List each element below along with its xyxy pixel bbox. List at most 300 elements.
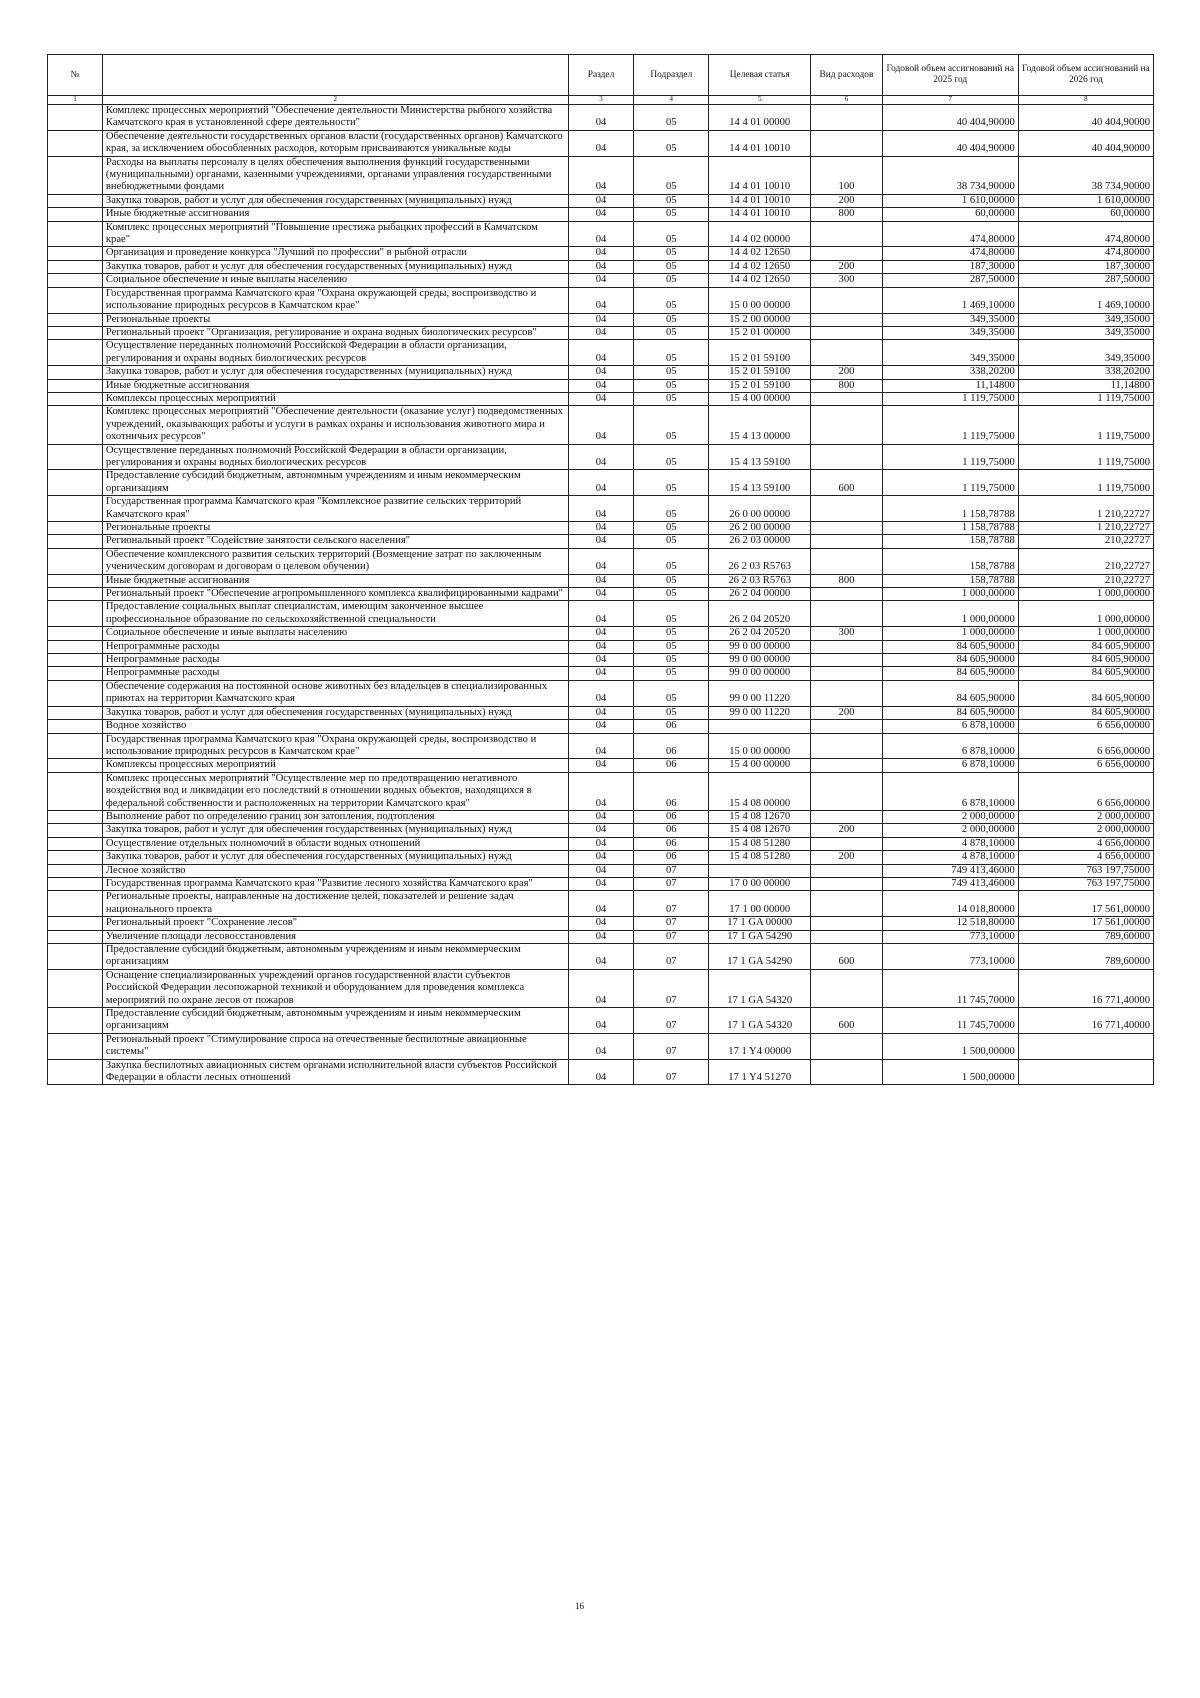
row-amount-2025: 1 119,75000 (882, 392, 1018, 405)
row-amount-2025: 1 500,00000 (882, 1059, 1018, 1085)
row-target-article: 17 0 00 00000 (709, 877, 811, 890)
row-amount-2025: 1 000,00000 (882, 588, 1018, 601)
row-number (48, 260, 103, 273)
row-amount-2025: 749 413,46000 (882, 877, 1018, 890)
budget-table (47, 54, 1154, 1085)
row-amount-2026: 287,50000 (1018, 274, 1153, 287)
row-number (48, 496, 103, 522)
row-section: 04 (568, 208, 634, 221)
column-number: 4 (634, 96, 709, 105)
row-amount-2026: 789,60000 (1018, 944, 1153, 970)
row-expense-type (811, 247, 882, 260)
row-section: 04 (568, 759, 634, 772)
row-subsection: 07 (634, 1033, 709, 1059)
row-section: 04 (568, 340, 634, 366)
row-amount-2025: 1 119,75000 (882, 470, 1018, 496)
row-amount-2025: 749 413,46000 (882, 864, 1018, 877)
table-row (48, 340, 1154, 366)
row-name: Иные бюджетные ассигнования (102, 208, 568, 221)
row-amount-2026: 17 561,00000 (1018, 891, 1153, 917)
table-row (48, 810, 1154, 823)
row-amount-2025: 773,10000 (882, 944, 1018, 970)
row-amount-2026: 1 000,00000 (1018, 588, 1153, 601)
row-amount-2025: 84 605,90000 (882, 640, 1018, 653)
row-target-article: 17 1 GA 54320 (709, 1008, 811, 1034)
row-amount-2025: 12 518,80000 (882, 917, 1018, 930)
row-subsection: 05 (634, 392, 709, 405)
row-expense-type (811, 535, 882, 548)
row-amount-2025: 349,35000 (882, 313, 1018, 326)
row-expense-type (811, 810, 882, 823)
row-target-article: 15 4 13 59100 (709, 444, 811, 470)
row-amount-2025: 4 878,10000 (882, 851, 1018, 864)
row-name: Осуществление переданных полномочий Российской Федерации в области организации, регулирования и охраны водных биологических ресурсов (102, 340, 568, 366)
row-name: Региональный проект "Сохранение лесов" (102, 917, 568, 930)
row-section: 04 (568, 877, 634, 890)
row-name: Комплекс процессных мероприятий "Осуществление мер по предотвращению негативного воздействия вод и ликвидации его последствий в отношении водных объектов, находящихся в федеральной собственности и расположенных на территории Камчатского края" (102, 772, 568, 810)
row-name: Обеспечение деятельности государственных органов власти (государственных органов) Камчатского края, за исключением обособленных расходов, которым присваиваются уникальные коды (102, 130, 568, 156)
row-name: Закупка товаров, работ и услуг для обеспечения государственных (муниципальных) нужд (102, 366, 568, 379)
row-amount-2025: 6 878,10000 (882, 772, 1018, 810)
row-number (48, 366, 103, 379)
row-amount-2026: 187,30000 (1018, 260, 1153, 273)
row-name: Закупка товаров, работ и услуг для обеспечения государственных (муниципальных) нужд (102, 194, 568, 207)
row-amount-2025: 1 158,78788 (882, 522, 1018, 535)
row-target-article: 14 4 02 12650 (709, 260, 811, 273)
row-section: 04 (568, 274, 634, 287)
row-number (48, 470, 103, 496)
row-expense-type (811, 837, 882, 850)
row-number (48, 574, 103, 587)
table-row (48, 548, 1154, 574)
row-expense-type (811, 444, 882, 470)
row-number (48, 667, 103, 680)
table-row (48, 917, 1154, 930)
table-row (48, 522, 1154, 535)
row-section: 04 (568, 824, 634, 837)
row-name: Комплекс процессных мероприятий "Повышение престижа рыбацких профессий в Камчатском крае" (102, 221, 568, 247)
row-name: Непрограммные расходы (102, 640, 568, 653)
row-target-article: 14 4 01 00000 (709, 105, 811, 131)
row-amount-2025: 474,80000 (882, 221, 1018, 247)
row-amount-2025: 40 404,90000 (882, 105, 1018, 131)
row-expense-type (811, 548, 882, 574)
row-section: 04 (568, 548, 634, 574)
table-row (48, 930, 1154, 943)
row-name: Комплексы процессных мероприятий (102, 392, 568, 405)
row-amount-2026: 210,22727 (1018, 548, 1153, 574)
row-subsection: 06 (634, 733, 709, 759)
row-target-article: 26 0 00 00000 (709, 496, 811, 522)
row-target-article: 26 2 04 20520 (709, 601, 811, 627)
row-subsection: 05 (634, 444, 709, 470)
row-section: 04 (568, 588, 634, 601)
table-row (48, 733, 1154, 759)
row-subsection: 07 (634, 891, 709, 917)
row-amount-2025: 84 605,90000 (882, 706, 1018, 719)
row-amount-2025: 6 878,10000 (882, 720, 1018, 733)
row-section: 04 (568, 522, 634, 535)
row-amount-2026: 210,22727 (1018, 574, 1153, 587)
row-amount-2026: 338,20200 (1018, 366, 1153, 379)
row-target-article: 14 4 01 10010 (709, 194, 811, 207)
row-amount-2026: 1 610,00000 (1018, 194, 1153, 207)
row-amount-2025: 60,00000 (882, 208, 1018, 221)
row-number (48, 680, 103, 706)
row-name: Закупка беспилотных авиационных систем органами исполнительной власти субъектов Российской Федерации в области лесных отношений (102, 1059, 568, 1085)
row-subsection: 05 (634, 194, 709, 207)
row-section: 04 (568, 105, 634, 131)
row-amount-2025: 38 734,90000 (882, 156, 1018, 194)
row-section: 04 (568, 574, 634, 587)
row-amount-2026: 6 656,00000 (1018, 733, 1153, 759)
row-amount-2026: 40 404,90000 (1018, 105, 1153, 131)
row-section: 04 (568, 326, 634, 339)
row-target-article: 99 0 00 00000 (709, 640, 811, 653)
row-amount-2025: 338,20200 (882, 366, 1018, 379)
row-name: Обеспечение комплексного развития сельских территорий (Возмещение затрат по заключенным ученическим договорам и договорам о целевом обучении) (102, 548, 568, 574)
table-header-row (48, 55, 1154, 96)
table-row (48, 1059, 1154, 1085)
row-amount-2025: 2 000,00000 (882, 810, 1018, 823)
row-amount-2026: 6 656,00000 (1018, 720, 1153, 733)
row-expense-type (811, 877, 882, 890)
row-amount-2026: 1 000,00000 (1018, 601, 1153, 627)
row-subsection: 05 (634, 130, 709, 156)
row-target-article: 26 2 00 00000 (709, 522, 811, 535)
row-expense-type (811, 864, 882, 877)
row-section: 04 (568, 733, 634, 759)
row-target-article: 99 0 00 11220 (709, 680, 811, 706)
row-name: Региональные проекты (102, 522, 568, 535)
row-number (48, 824, 103, 837)
row-name: Социальное обеспечение и иные выплаты населению (102, 627, 568, 640)
table-row (48, 877, 1154, 890)
row-amount-2026: 17 561,00000 (1018, 917, 1153, 930)
row-section: 04 (568, 601, 634, 627)
table-row (48, 130, 1154, 156)
header-expense-type: Вид расходов (811, 55, 882, 96)
row-target-article: 15 0 00 00000 (709, 733, 811, 759)
row-name: Предоставление субсидий бюджетным, автономным учреждениям и иным некоммерческим организациям (102, 944, 568, 970)
table-row (48, 496, 1154, 522)
row-target-article: 15 4 13 59100 (709, 470, 811, 496)
row-amount-2026: 1 119,75000 (1018, 392, 1153, 405)
row-subsection: 07 (634, 944, 709, 970)
row-amount-2025: 84 605,90000 (882, 667, 1018, 680)
row-target-article: 15 2 01 59100 (709, 366, 811, 379)
row-target-article: 99 0 00 00000 (709, 667, 811, 680)
row-number (48, 105, 103, 131)
row-amount-2025: 11 745,70000 (882, 969, 1018, 1007)
row-number (48, 313, 103, 326)
row-amount-2025: 158,78788 (882, 574, 1018, 587)
row-subsection: 05 (634, 326, 709, 339)
row-name: Региональные проекты (102, 313, 568, 326)
row-subsection: 06 (634, 772, 709, 810)
table-row (48, 772, 1154, 810)
row-amount-2026: 763 197,75000 (1018, 877, 1153, 890)
table-row (48, 654, 1154, 667)
row-amount-2026: 16 771,40000 (1018, 1008, 1153, 1034)
row-target-article: 15 0 00 00000 (709, 287, 811, 313)
row-subsection: 05 (634, 221, 709, 247)
row-section: 04 (568, 667, 634, 680)
row-amount-2025: 187,30000 (882, 260, 1018, 273)
row-amount-2025: 84 605,90000 (882, 654, 1018, 667)
row-amount-2026: 1 469,10000 (1018, 287, 1153, 313)
row-amount-2026: 210,22727 (1018, 535, 1153, 548)
row-expense-type: 200 (811, 851, 882, 864)
column-number: 3 (568, 96, 634, 105)
row-expense-type (811, 930, 882, 943)
row-name: Осуществление переданных полномочий Российской Федерации в области организации, регулирования и охраны водных биологических ресурсов (102, 444, 568, 470)
row-section: 04 (568, 944, 634, 970)
header-number: № (48, 55, 103, 96)
table-row (48, 221, 1154, 247)
row-section: 04 (568, 810, 634, 823)
row-subsection: 05 (634, 156, 709, 194)
row-target-article: 17 1 GA 54320 (709, 969, 811, 1007)
row-amount-2025: 2 000,00000 (882, 824, 1018, 837)
table-row (48, 287, 1154, 313)
table-row (48, 864, 1154, 877)
row-expense-type (811, 759, 882, 772)
row-amount-2025: 1 158,78788 (882, 496, 1018, 522)
column-number: 5 (709, 96, 811, 105)
row-subsection: 06 (634, 759, 709, 772)
row-subsection: 05 (634, 640, 709, 653)
table-row (48, 535, 1154, 548)
table-row (48, 601, 1154, 627)
row-section: 04 (568, 864, 634, 877)
row-expense-type (811, 522, 882, 535)
table-row (48, 208, 1154, 221)
row-expense-type: 200 (811, 366, 882, 379)
row-expense-type (811, 588, 882, 601)
table-row (48, 105, 1154, 131)
column-number: 1 (48, 96, 103, 105)
row-name: Расходы на выплаты персоналу в целях обеспечения выполнения функций государственными (муниципальными) органами, казенными учреждениями, органами управления государственными внебюджетными фондами (102, 156, 568, 194)
row-number (48, 1008, 103, 1034)
row-target-article: 15 2 01 59100 (709, 340, 811, 366)
row-name: Предоставление субсидий бюджетным, автономным учреждениям и иным некоммерческим организациям (102, 470, 568, 496)
row-target-article: 14 4 01 10010 (709, 130, 811, 156)
row-section: 04 (568, 640, 634, 653)
row-target-article: 15 4 13 00000 (709, 406, 811, 444)
row-amount-2025: 349,35000 (882, 326, 1018, 339)
row-number (48, 535, 103, 548)
row-subsection: 07 (634, 930, 709, 943)
row-subsection: 05 (634, 496, 709, 522)
row-subsection: 05 (634, 406, 709, 444)
row-amount-2026: 1 119,75000 (1018, 406, 1153, 444)
row-name: Социальное обеспечение и иные выплаты населению (102, 274, 568, 287)
row-expense-type (811, 287, 882, 313)
row-number (48, 1059, 103, 1085)
row-expense-type (811, 601, 882, 627)
row-subsection: 06 (634, 810, 709, 823)
row-amount-2025: 158,78788 (882, 548, 1018, 574)
row-amount-2025: 1 000,00000 (882, 627, 1018, 640)
row-expense-type: 600 (811, 1008, 882, 1034)
row-subsection: 07 (634, 969, 709, 1007)
row-amount-2026: 1 119,75000 (1018, 444, 1153, 470)
table-row (48, 706, 1154, 719)
row-number (48, 548, 103, 574)
row-name: Предоставление субсидий бюджетным, автономным учреждениям и иным некоммерческим организациям (102, 1008, 568, 1034)
row-target-article: 14 4 02 12650 (709, 274, 811, 287)
row-target-article: 26 2 04 00000 (709, 588, 811, 601)
row-section: 04 (568, 247, 634, 260)
row-amount-2026: 2 000,00000 (1018, 810, 1153, 823)
table-row (48, 470, 1154, 496)
row-amount-2026: 349,35000 (1018, 313, 1153, 326)
row-subsection: 05 (634, 208, 709, 221)
row-target-article: 99 0 00 00000 (709, 654, 811, 667)
row-amount-2025: 6 878,10000 (882, 759, 1018, 772)
table-body (48, 105, 1154, 1085)
row-expense-type: 200 (811, 706, 882, 719)
header-name (102, 55, 568, 96)
row-expense-type (811, 1059, 882, 1085)
row-section: 04 (568, 496, 634, 522)
row-number (48, 930, 103, 943)
row-number (48, 274, 103, 287)
row-section: 04 (568, 851, 634, 864)
table-row (48, 406, 1154, 444)
row-target-article (709, 720, 811, 733)
row-subsection: 05 (634, 522, 709, 535)
row-target-article: 26 2 03 00000 (709, 535, 811, 548)
row-name: Увеличение площади лесовосстановления (102, 930, 568, 943)
row-name: Региональный проект "Организация, регулирование и охрана водных биологических ресурсов" (102, 326, 568, 339)
table-row (48, 969, 1154, 1007)
row-subsection: 06 (634, 824, 709, 837)
row-subsection: 07 (634, 917, 709, 930)
row-expense-type: 600 (811, 944, 882, 970)
row-section: 04 (568, 313, 634, 326)
row-section: 04 (568, 406, 634, 444)
table-row (48, 156, 1154, 194)
table-row (48, 247, 1154, 260)
row-target-article: 26 2 04 20520 (709, 627, 811, 640)
row-amount-2026: 84 605,90000 (1018, 667, 1153, 680)
row-number (48, 720, 103, 733)
row-amount-2025: 40 404,90000 (882, 130, 1018, 156)
row-number (48, 1033, 103, 1059)
table-row (48, 667, 1154, 680)
row-amount-2025: 773,10000 (882, 930, 1018, 943)
row-expense-type (811, 680, 882, 706)
row-target-article: 15 4 08 00000 (709, 772, 811, 810)
row-name: Водное хозяйство (102, 720, 568, 733)
row-name: Организация и проведение конкурса "Лучший по профессии" в рыбной отрасли (102, 247, 568, 260)
table-row (48, 1008, 1154, 1034)
row-number (48, 287, 103, 313)
row-section: 04 (568, 891, 634, 917)
row-number (48, 944, 103, 970)
row-subsection: 05 (634, 548, 709, 574)
row-number (48, 340, 103, 366)
table-row (48, 313, 1154, 326)
row-name: Предоставление социальных выплат специалистам, имеющим законченное высшее профессиональное образование по сельскохозяйственной специальности (102, 601, 568, 627)
row-amount-2025: 6 878,10000 (882, 733, 1018, 759)
table-row (48, 720, 1154, 733)
row-amount-2026: 1 210,22727 (1018, 522, 1153, 535)
table-row (48, 392, 1154, 405)
row-amount-2025: 1 000,00000 (882, 601, 1018, 627)
row-name: Государственная программа Камчатского края "Охрана окружающей среды, воспроизводство и использование природных ресурсов в Камчатском крае" (102, 287, 568, 313)
row-amount-2026: 474,80000 (1018, 221, 1153, 247)
row-number (48, 772, 103, 810)
row-name: Региональный проект "Содействие занятости сельского населения" (102, 535, 568, 548)
table-row (48, 588, 1154, 601)
row-amount-2026: 6 656,00000 (1018, 772, 1153, 810)
row-amount-2026: 474,80000 (1018, 247, 1153, 260)
row-amount-2025: 287,50000 (882, 274, 1018, 287)
row-number (48, 891, 103, 917)
table-row (48, 444, 1154, 470)
row-target-article: 15 4 00 00000 (709, 392, 811, 405)
table-row (48, 680, 1154, 706)
row-number (48, 759, 103, 772)
row-amount-2025: 1 119,75000 (882, 406, 1018, 444)
row-section: 04 (568, 1059, 634, 1085)
row-expense-type (811, 326, 882, 339)
row-target-article: 17 1 GA 54290 (709, 944, 811, 970)
header-target-article: Целевая статья (709, 55, 811, 96)
row-amount-2025: 349,35000 (882, 340, 1018, 366)
row-expense-type: 800 (811, 379, 882, 392)
row-section: 04 (568, 156, 634, 194)
row-section: 04 (568, 366, 634, 379)
row-expense-type (811, 917, 882, 930)
row-expense-type (811, 313, 882, 326)
row-expense-type (811, 720, 882, 733)
row-subsection: 05 (634, 379, 709, 392)
row-expense-type: 300 (811, 627, 882, 640)
row-number (48, 379, 103, 392)
row-amount-2026: 40 404,90000 (1018, 130, 1153, 156)
table-row (48, 260, 1154, 273)
row-section: 04 (568, 221, 634, 247)
row-name: Непрограммные расходы (102, 654, 568, 667)
row-subsection: 05 (634, 627, 709, 640)
row-section: 04 (568, 194, 634, 207)
row-subsection: 05 (634, 680, 709, 706)
table-row (48, 379, 1154, 392)
row-subsection: 07 (634, 877, 709, 890)
row-section: 04 (568, 444, 634, 470)
row-amount-2026: 1 119,75000 (1018, 470, 1153, 496)
row-expense-type: 800 (811, 208, 882, 221)
row-expense-type (811, 221, 882, 247)
row-subsection: 07 (634, 1008, 709, 1034)
row-number (48, 221, 103, 247)
table-row (48, 824, 1154, 837)
table-row (48, 366, 1154, 379)
row-target-article: 17 1 GA 00000 (709, 917, 811, 930)
row-target-article: 26 2 03 R5763 (709, 574, 811, 587)
row-amount-2026 (1018, 1059, 1153, 1085)
row-section: 04 (568, 287, 634, 313)
row-section: 04 (568, 1008, 634, 1034)
row-section: 04 (568, 917, 634, 930)
row-number (48, 917, 103, 930)
row-amount-2026: 4 656,00000 (1018, 851, 1153, 864)
row-section: 04 (568, 930, 634, 943)
